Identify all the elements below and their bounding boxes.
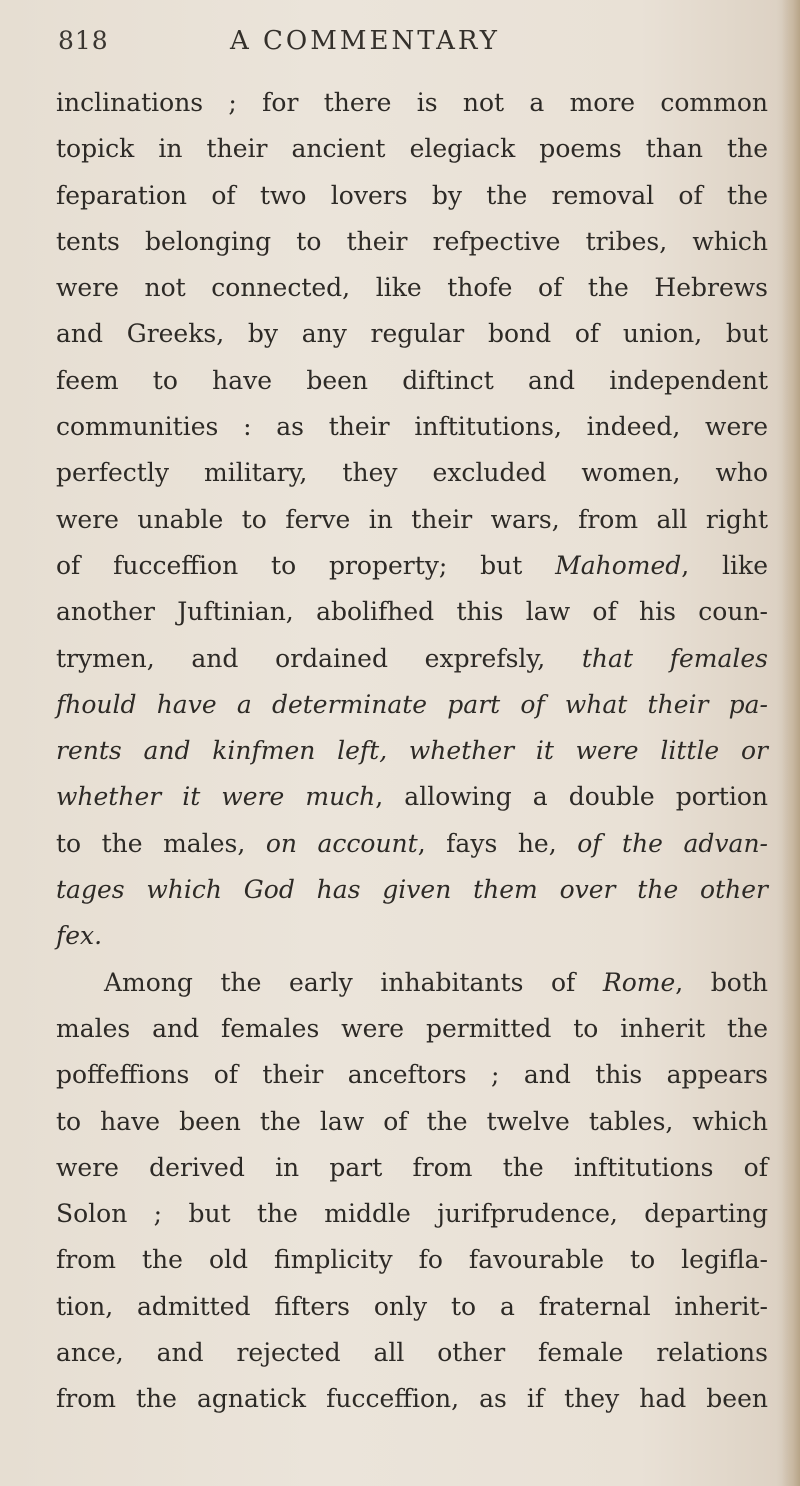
text-segment: , both xyxy=(675,967,768,997)
text-segment: perfectly military, they excluded women, who xyxy=(56,458,768,488)
text-segment: Among the early inhabitants of xyxy=(104,967,603,997)
text-segment: tents belonging to their refpective tribes, which xyxy=(56,226,768,256)
text-segment: to the males, xyxy=(56,828,266,858)
text-segment: communities : as their inftitutions, indeed, were xyxy=(56,412,768,442)
text-line xyxy=(56,682,768,728)
text-segment: to have been the law of the twelve tables, which xyxy=(56,1106,768,1136)
text-line xyxy=(56,1284,768,1330)
text-line xyxy=(56,1006,768,1052)
text-segment: from the agnatick fucceffion, as if they had been xyxy=(56,1384,768,1414)
text-line xyxy=(56,1052,768,1098)
text-line xyxy=(56,404,768,450)
text-line xyxy=(56,913,768,959)
text-segment: poffeffions of their anceftors ; and this appears xyxy=(56,1060,768,1090)
text-segment: were not connected, like thofe of the Hebrews xyxy=(56,273,768,303)
text-segment: tion, admitted fifters only to a fraternal inherit- xyxy=(56,1291,768,1321)
italic-text-segment: fhould have a determinate part of what their pa- xyxy=(56,689,768,719)
running-head xyxy=(0,26,800,66)
text-line xyxy=(56,867,768,913)
text-line xyxy=(56,960,768,1006)
text-segment: trymen, and ordained exprefsly, xyxy=(56,643,582,673)
italic-text-segment: on account xyxy=(265,828,418,858)
text-line xyxy=(56,1191,768,1237)
text-line xyxy=(56,821,768,867)
italic-text-segment: whether it were much xyxy=(56,782,376,812)
italic-text-segment: Mahomed xyxy=(555,550,682,580)
text-line xyxy=(56,1330,768,1376)
text-line xyxy=(56,636,768,682)
italic-text-segment: rents and kinfmen left, whether it were little or xyxy=(56,736,768,766)
italic-text-segment: of the advan- xyxy=(577,828,768,858)
text-line xyxy=(56,1099,768,1145)
italic-text-segment: that females xyxy=(581,643,768,673)
text-segment: Solon ; but the middle jurifprudence, departing xyxy=(56,1199,768,1229)
text-segment: , allowing a double portion xyxy=(375,782,768,812)
text-segment: feparation of two lovers by the removal of the xyxy=(56,180,768,210)
text-line xyxy=(56,219,768,265)
running-title: A COMMENTARY xyxy=(230,26,500,56)
text-line xyxy=(56,173,768,219)
text-segment: males and females were permitted to inherit the xyxy=(56,1013,768,1043)
text-segment: were derived in part from the inftitutions of xyxy=(56,1152,768,1182)
text-segment: , like xyxy=(681,550,768,580)
text-line xyxy=(56,80,768,126)
text-line xyxy=(56,497,768,543)
text-line xyxy=(56,311,768,357)
text-segment: and Greeks, by any regular bond of union, but xyxy=(56,319,768,349)
text-line xyxy=(56,1376,768,1422)
page-number: 818 xyxy=(58,26,109,55)
text-line xyxy=(56,1237,768,1283)
text-line xyxy=(56,450,768,496)
text-segment: feem to have been diftinct and independent xyxy=(56,365,768,395)
text-segment: topick in their ancient elegiack poems than the xyxy=(56,134,768,164)
italic-text-segment: tages which God has given them over the other xyxy=(56,875,768,905)
body-text xyxy=(56,80,768,1423)
text-line xyxy=(56,126,768,172)
text-line xyxy=(56,1145,768,1191)
text-segment: were unable to ferve in their wars, from all right xyxy=(56,504,768,534)
italic-text-segment: Rome xyxy=(602,967,676,997)
text-segment: another Juftinian, abolifhed this law of his coun- xyxy=(56,597,768,627)
text-line xyxy=(56,728,768,774)
text-line xyxy=(56,589,768,635)
text-line xyxy=(56,265,768,311)
text-segment: , fays he, xyxy=(417,828,578,858)
text-line xyxy=(56,543,768,589)
text-segment: ance, and rejected all other female relations xyxy=(56,1338,768,1368)
page-edge-shadow xyxy=(782,0,800,1486)
text-line xyxy=(56,774,768,820)
text-segment: from the old fimplicity fo favourable to legifla- xyxy=(56,1245,768,1275)
italic-text-segment: fex. xyxy=(56,921,103,951)
text-segment: of fucceffion to property; but xyxy=(56,550,556,580)
text-segment: inclinations ; for there is not a more common xyxy=(56,88,768,117)
text-line xyxy=(56,358,768,404)
